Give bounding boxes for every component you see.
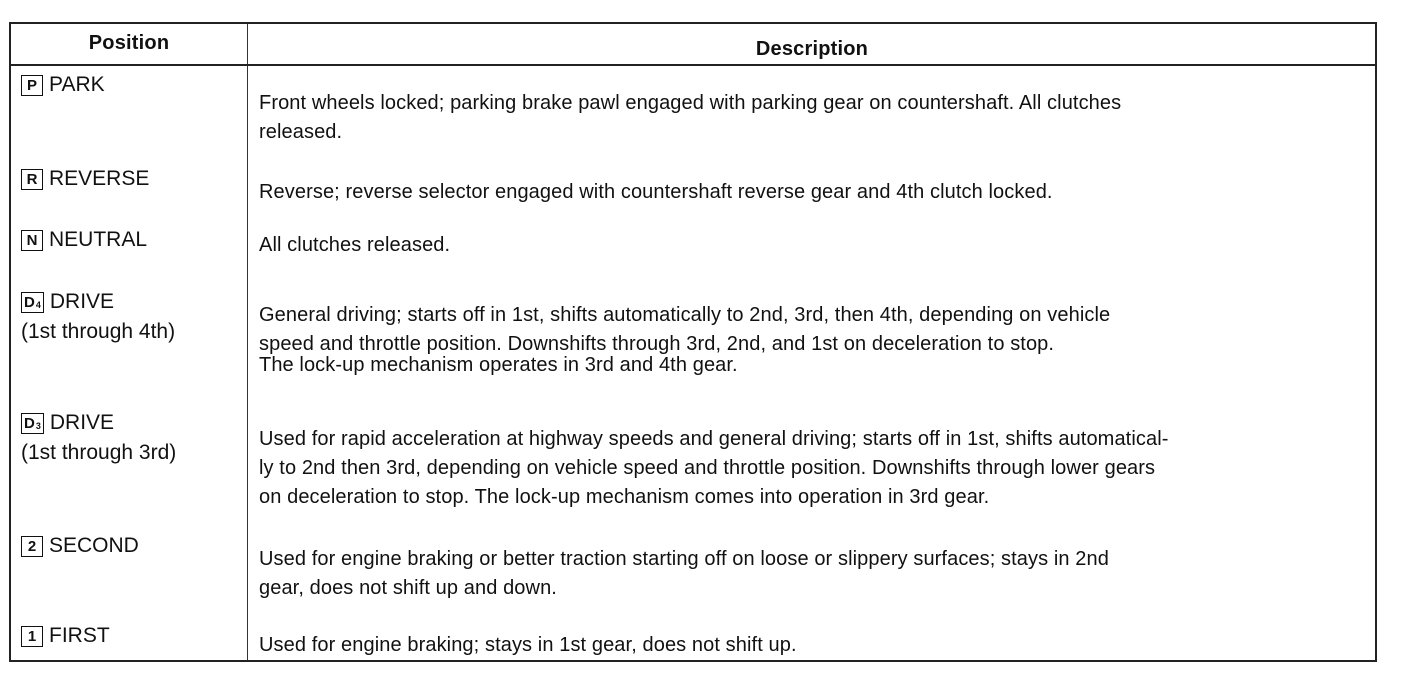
position-label: PARK	[49, 73, 105, 96]
description-line: Used for engine braking; stays in 1st gear, does not shift up.	[259, 634, 797, 656]
gear-key-icon: N	[21, 230, 43, 251]
position-cell	[21, 225, 241, 255]
description-line: Used for rapid acceleration at highway speeds and general driving; starts off in 1st, shifts automatical-	[259, 428, 1169, 450]
header-description: Description	[755, 38, 869, 60]
gear-position-table	[9, 22, 1377, 662]
column-divider	[247, 24, 248, 660]
description-cell	[259, 545, 1355, 603]
position-sublabel: (1st through 3rd)	[21, 441, 177, 464]
description-line: All clutches released.	[259, 234, 451, 256]
description-cell	[259, 631, 1355, 660]
position-label: REVERSE	[49, 167, 150, 190]
description-line: Reverse; reverse selector engaged with countershaft reverse gear and 4th clutch locked.	[259, 181, 1053, 203]
description-cell	[259, 231, 1355, 260]
gear-key-icon: 1	[21, 626, 43, 647]
position-cell	[21, 621, 241, 651]
description-line: released.	[259, 121, 343, 143]
description-cell	[259, 178, 1355, 207]
position-label: SECOND	[49, 534, 139, 557]
gear-key-icon: 2	[21, 536, 43, 557]
position-label: DRIVE	[49, 290, 115, 313]
description-line: ly to 2nd then 3rd, depending on vehicle speed and throttle position. Downshifts through lower gears	[259, 457, 1156, 479]
position-cell	[21, 531, 241, 561]
position-cell	[21, 408, 241, 468]
description-cell	[259, 89, 1355, 147]
position-cell	[21, 70, 241, 100]
gear-key-icon: $D_4$	[21, 292, 44, 313]
description-line: gear, does not shift up and down.	[259, 577, 557, 599]
description-cell	[259, 425, 1355, 512]
position-label: FIRST	[49, 624, 110, 647]
position-sublabel: (1st through 4th)	[21, 320, 176, 343]
position-label: DRIVE	[49, 411, 115, 434]
description-line: speed and throttle position. Downshifts through 3rd, 2nd, and 1st on deceleration to stop.	[259, 333, 1055, 355]
description-line: Used for engine braking or better traction starting off on loose or slippery surfaces; stays in 2nd	[259, 548, 1109, 570]
header-rule	[11, 64, 1375, 66]
description-line: General driving; starts off in 1st, shifts automatically to 2nd, 3rd, then 4th, depending on vehicle	[259, 304, 1111, 326]
description-cell	[259, 301, 1355, 380]
gear-key-icon: $D_3$	[21, 413, 44, 434]
gear-key-icon: R	[21, 169, 43, 190]
description-line: The lock-up mechanism operates in 3rd and 4th gear.	[259, 354, 738, 376]
description-line: on deceleration to stop. The lock-up mechanism comes into operation in 3rd gear.	[259, 486, 990, 508]
position-cell	[21, 164, 241, 194]
gear-key-icon: P	[21, 75, 43, 96]
header-position: Position	[88, 32, 170, 54]
position-label: NEUTRAL	[49, 228, 148, 251]
description-line: Front wheels locked; parking brake pawl engaged with parking gear on countershaft. All clutches	[259, 92, 1122, 114]
position-cell	[21, 287, 241, 347]
